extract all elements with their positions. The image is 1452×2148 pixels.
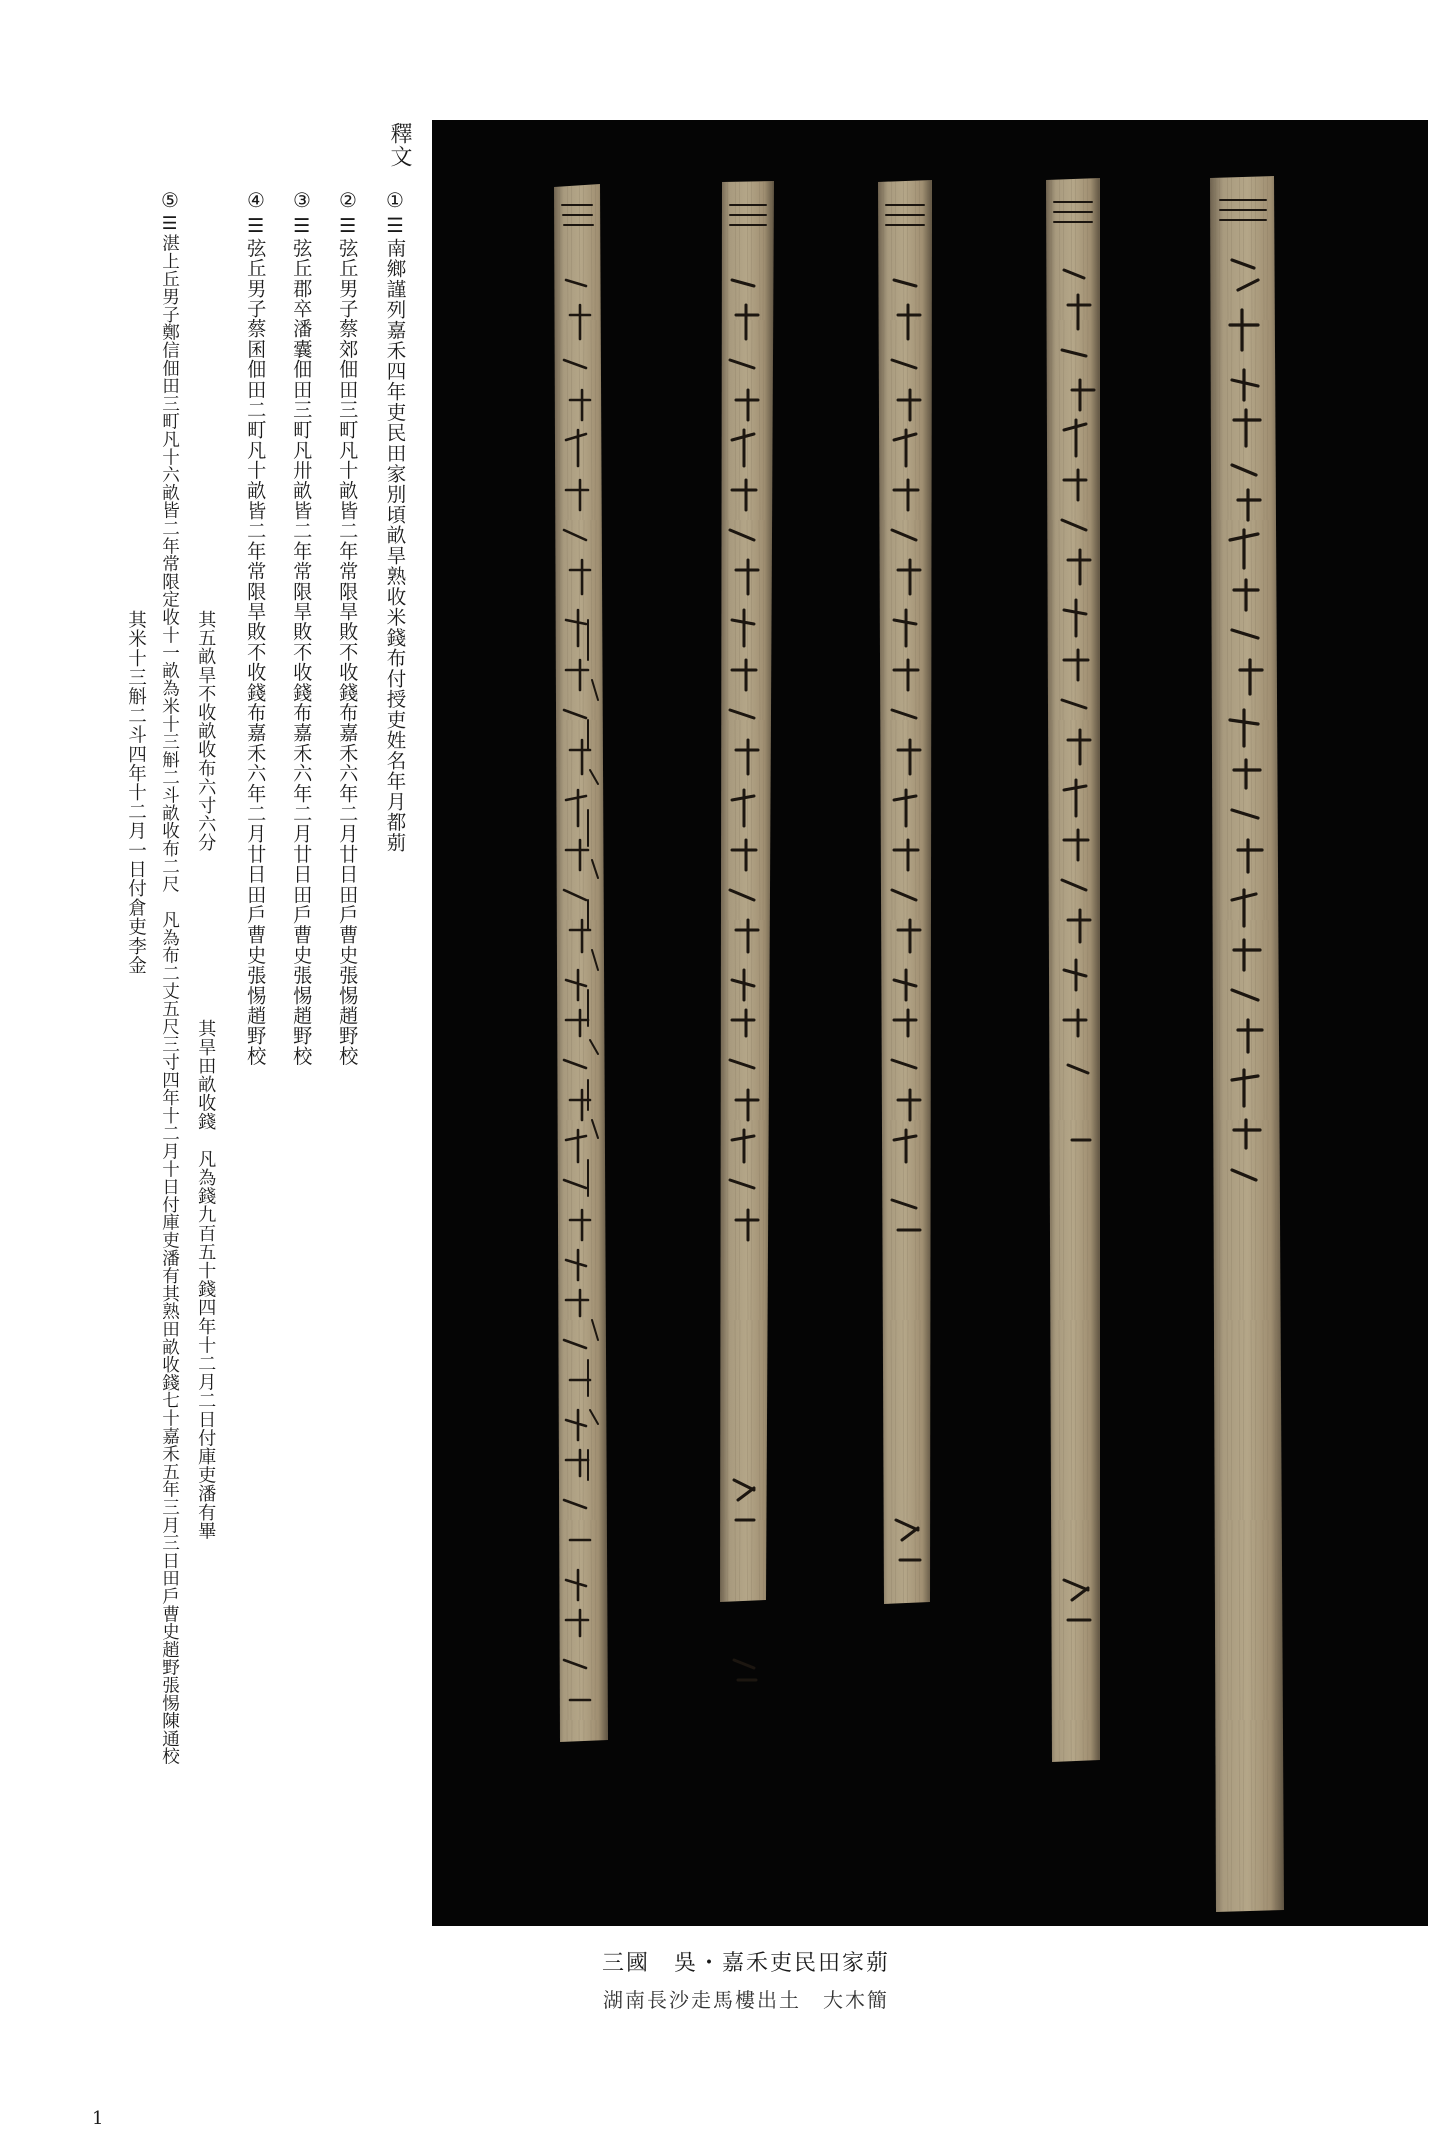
entry-text: 其米十三斛二斗四年十二月一日付倉吏李金 [125, 610, 147, 975]
entry-text: 其五畝旱不收畝收布六寸六分 其旱田畝收錢 凡為錢九百五十錢四年十二月二日付庫吏潘有畢 [195, 610, 217, 1540]
entry-text: ☰湛上丘男子鄭信佃田三町凡十六畝皆二年常限定收十一畝為米十三斛二斗畝收布二尺 凡為布二丈五尺三寸四年十二月十日付庫吏潘有其熟田畝收錢七十嘉禾五年三月三日田戶曹史趙野張惕陳通校 [159, 214, 180, 1765]
entry-text: ☰弦丘郡卒潘囊佃田三町凡卅畝皆二年常限旱敗不收錢布嘉禾六年二月廿日田戶曹史張惕趙野校 [290, 214, 314, 1067]
photo-caption-subtitle: 湖南長沙走馬樓出土 大木簡 [603, 1988, 889, 2012]
wooden-slip [878, 180, 932, 1604]
page-number: 1 [92, 2108, 104, 2129]
entry-marker: ③ [290, 188, 314, 213]
entry-marker: ⑤ [158, 188, 182, 213]
entry-text: ☰弦丘男子蔡郊佃田三町凡十畝皆二年常限旱敗不收錢布嘉禾六年二月廿日田戶曹史張惕趙野校 [336, 214, 360, 1067]
transcription-heading: 釋文 [387, 122, 412, 168]
entry-text: ☰弦丘男子蔡囷佃田二町凡十畝皆二年常限旱敗不收錢布嘉禾六年二月廿日田戶曹史張惕趙野校 [244, 214, 268, 1067]
entry-marker: ② [336, 188, 360, 213]
wooden-slips-illustration [432, 120, 1428, 1926]
wooden-slip [1046, 178, 1100, 1762]
wooden-slips-photo [432, 120, 1428, 1926]
entry-text: ☰南鄉謹列嘉禾四年吏民田家別頃畝旱熟收米錢布付授吏姓名年月都莂 [383, 214, 407, 853]
entry-marker: ① [383, 188, 407, 213]
entry-marker: ④ [244, 188, 268, 213]
photo-caption-title: 三國 吳・嘉禾吏民田家莂 [601, 1951, 890, 1976]
